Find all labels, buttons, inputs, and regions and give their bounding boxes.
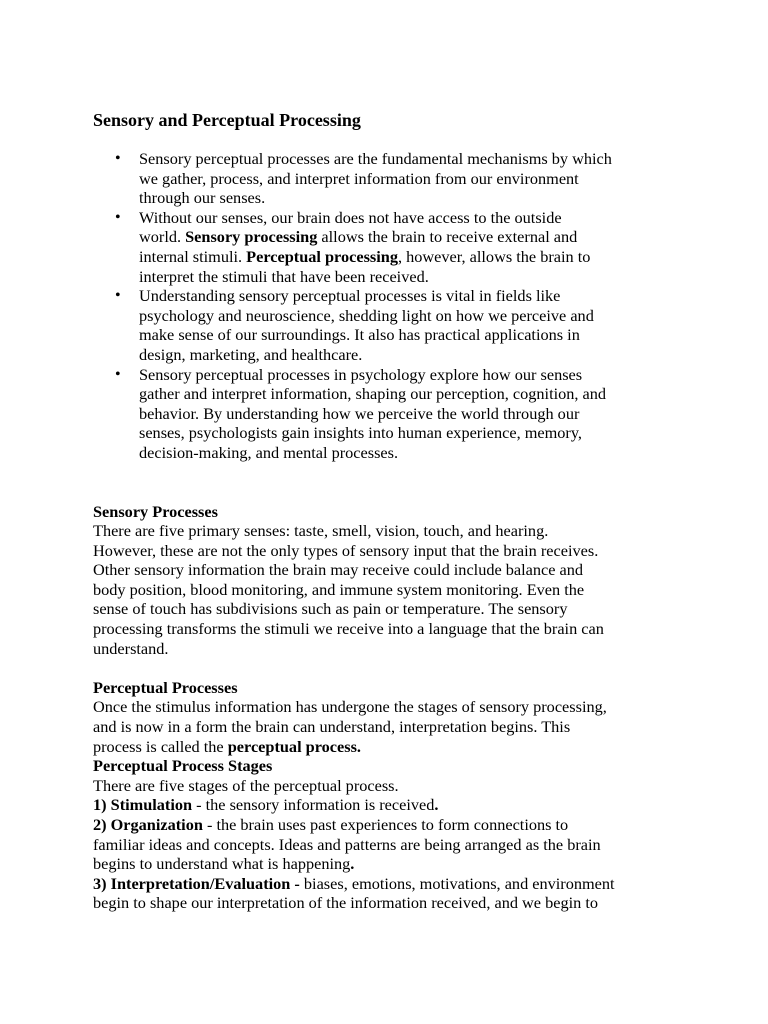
stages-heading: Perceptual Process Stages: [93, 756, 273, 776]
text-line: body position, blood monitoring, and immune system monitoring. Even the: [93, 579, 585, 599]
perceptual-processes-section: [93, 678, 693, 913]
text-line: interpret the stimuli that have been received.: [139, 266, 429, 286]
text-line: design, marketing, and healthcare.: [139, 344, 363, 364]
document-page: [93, 108, 693, 913]
text-line: Without our senses, our brain does not have access to the outside: [139, 207, 562, 227]
text-line: gather and interpret information, shaping our perception, cognition, and: [139, 384, 607, 404]
text-line: senses, psychologists gain insights into human experience, memory,: [139, 423, 582, 443]
text-line: internal stimuli. Perceptual processing, however, allows the brain to: [139, 246, 591, 266]
text-line: Understanding sensory perceptual processes is vital in fields like: [139, 286, 561, 306]
text-line: Sensory perceptual processes are the fundamental mechanisms by which: [139, 149, 612, 168]
text-line: through our senses.: [139, 188, 266, 208]
text-line: world. Sensory processing allows the brain to receive external and: [139, 227, 578, 247]
text-line: Other sensory information the brain may receive could include balance and: [93, 560, 584, 580]
bullet-item: [115, 364, 693, 463]
bold-term: Perceptual processing: [246, 246, 398, 266]
text-line: decision-making, and mental processes.: [139, 442, 399, 462]
text-line: and is now in a form the brain can understand, interpretation begins. This: [93, 717, 571, 737]
bold-term: Sensory processing: [185, 227, 318, 247]
document-title: Sensory and Perceptual Processing: [93, 110, 361, 130]
text-line: Sensory perceptual processes in psychology explore how our senses: [139, 364, 583, 384]
text-line: sense of touch has subdivisions such as pain or temperature. The sensory: [93, 599, 568, 619]
stage-item: 2) Organization - the brain uses past experiences to form connections to: [93, 815, 569, 834]
stage-label: 2) Organization: [93, 815, 203, 834]
bullet-item: [115, 207, 693, 286]
text-line: make sense of our surroundings. It also has practical applications in: [139, 325, 580, 345]
stage-label: 1) Stimulation: [93, 795, 193, 815]
stage-item: 1) Stimulation - the sensory information is received.: [93, 795, 439, 815]
text-line: There are five primary senses: taste, smell, vision, touch, and hearing.: [93, 521, 549, 541]
text-line: begin to shape our interpretation of the information received, and we begin to: [93, 893, 599, 913]
text-line: process is called the perceptual process.: [93, 736, 361, 756]
bullet-item: [115, 286, 693, 364]
text-line: processing transforms the stimuli we receive into a language that the brain can: [93, 619, 604, 639]
bullet-icon: •: [115, 208, 121, 226]
text-line: There are five stages of the perceptual process.: [93, 775, 399, 795]
section-heading: Perceptual Processes: [93, 677, 238, 697]
text-line: behavior. By understanding how we perceive the world through our: [139, 403, 580, 423]
text-line: Once the stimulus information has undergone the stages of sensory processing,: [93, 697, 607, 717]
bullet-icon: •: [115, 150, 121, 167]
text-line: begins to understand what is happening.: [93, 854, 355, 874]
text-line: familiar ideas and concepts. Ideas and patterns are being arranged as the brain: [93, 834, 601, 854]
bullet-icon: •: [115, 287, 121, 305]
bold-term: perceptual process.: [227, 736, 361, 756]
text-line: we gather, process, and interpret information from our environment: [139, 168, 579, 188]
section-heading: Sensory Processes: [93, 501, 218, 521]
stage-label: 3) Interpretation/Evaluation -: [93, 873, 300, 893]
bullet-item: [115, 149, 693, 208]
sensory-processes-section: [93, 502, 693, 659]
stage-item: 3) Interpretation/Evaluation - biases, emotions, motivations, and environment: [93, 873, 615, 893]
text-line: psychology and neuroscience, shedding light on how we perceive and: [139, 305, 594, 325]
text-line: understand.: [93, 638, 169, 658]
bullet-icon: •: [115, 365, 121, 383]
bullet-list: [93, 149, 693, 463]
text-line: However, these are not the only types of sensory input that the brain receives.: [93, 540, 599, 560]
